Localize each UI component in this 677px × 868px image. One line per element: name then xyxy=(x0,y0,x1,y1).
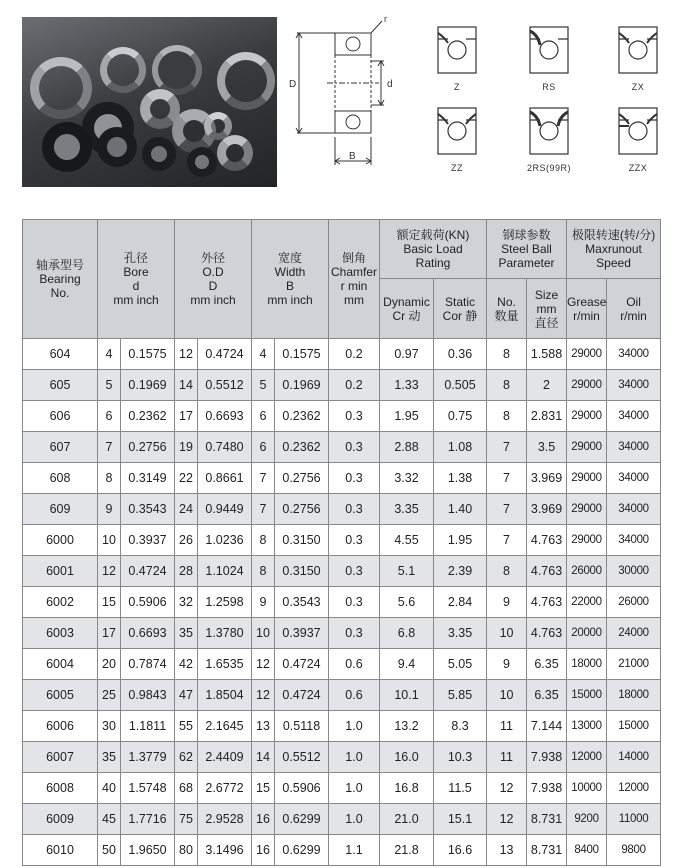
cell-width-mm: 16 xyxy=(252,835,275,866)
cell-bore-inch: 0.3937 xyxy=(121,525,175,556)
cell-ball-count: 12 xyxy=(487,804,527,835)
cell-ball-count: 12 xyxy=(487,773,527,804)
cell-static-load: 8.3 xyxy=(434,711,487,742)
table-row xyxy=(23,463,661,494)
cell-static-load: 3.35 xyxy=(434,618,487,649)
cell-oil-speed: 34000 xyxy=(607,370,661,401)
cell-bore-inch: 0.3149 xyxy=(121,463,175,494)
cell-od-mm: 26 xyxy=(175,525,198,556)
cell-dynamic-load: 16.0 xyxy=(380,742,434,773)
table-row xyxy=(23,711,661,742)
cell-od-mm: 75 xyxy=(175,804,198,835)
cell-od-mm: 28 xyxy=(175,556,198,587)
cell-width-mm: 5 xyxy=(252,370,275,401)
cell-chamfer: 0.6 xyxy=(329,680,380,711)
cell-bearing-no: 605 xyxy=(23,370,98,401)
table-row xyxy=(23,680,661,711)
diagram-label-r: r xyxy=(384,15,387,24)
cell-width-inch: 0.2362 xyxy=(275,401,329,432)
cell-bore-inch: 0.2362 xyxy=(121,401,175,432)
cell-width-inch: 0.2756 xyxy=(275,494,329,525)
table-row xyxy=(23,370,661,401)
cell-width-inch: 0.3543 xyxy=(275,587,329,618)
cell-chamfer: 1.1 xyxy=(329,835,380,866)
cell-bore-mm: 4 xyxy=(98,339,121,370)
table-row xyxy=(23,556,661,587)
cell-width-inch: 0.5512 xyxy=(275,742,329,773)
cell-bore-mm: 9 xyxy=(98,494,121,525)
bearing-spec-rows xyxy=(23,339,661,866)
cell-bearing-no: 604 xyxy=(23,339,98,370)
cell-ball-size: 4.763 xyxy=(527,618,567,649)
cell-ball-count: 11 xyxy=(487,711,527,742)
cell-dynamic-load: 2.88 xyxy=(380,432,434,463)
seal-type-rs: RS xyxy=(524,23,574,92)
cell-static-load: 16.6 xyxy=(434,835,487,866)
cell-grease-speed: 29000 xyxy=(567,432,607,463)
cell-dynamic-load: 1.33 xyxy=(380,370,434,401)
cell-width-mm: 6 xyxy=(252,432,275,463)
cell-ball-count: 9 xyxy=(487,649,527,680)
cell-bore-mm: 25 xyxy=(98,680,121,711)
cell-bearing-no: 6006 xyxy=(23,711,98,742)
cell-oil-speed: 11000 xyxy=(607,804,661,835)
cell-bore-mm: 50 xyxy=(98,835,121,866)
cell-ball-size: 2 xyxy=(527,370,567,401)
cell-od-inch: 1.6535 xyxy=(198,649,252,680)
cell-grease-speed: 29000 xyxy=(567,525,607,556)
seal-rs-icon xyxy=(526,23,572,79)
cell-width-inch: 0.3150 xyxy=(275,556,329,587)
cell-od-mm: 32 xyxy=(175,587,198,618)
cell-bearing-no: 6003 xyxy=(23,618,98,649)
cell-od-mm: 68 xyxy=(175,773,198,804)
cell-bearing-no: 607 xyxy=(23,432,98,463)
cell-static-load: 5.85 xyxy=(434,680,487,711)
cell-ball-count: 7 xyxy=(487,463,527,494)
cell-width-inch: 0.3937 xyxy=(275,618,329,649)
cell-od-inch: 2.9528 xyxy=(198,804,252,835)
cell-width-mm: 4 xyxy=(252,339,275,370)
cell-width-inch: 0.2756 xyxy=(275,463,329,494)
cell-bore-mm: 6 xyxy=(98,401,121,432)
table-row xyxy=(23,587,661,618)
header-ball-size: Size mm 直径 xyxy=(527,279,567,339)
cell-ball-size: 7.144 xyxy=(527,711,567,742)
cell-ball-count: 9 xyxy=(487,587,527,618)
diagram-label-d: d xyxy=(387,79,393,90)
cell-od-inch: 1.8504 xyxy=(198,680,252,711)
cell-ball-size: 2.831 xyxy=(527,401,567,432)
cell-ball-count: 11 xyxy=(487,742,527,773)
cell-static-load: 1.38 xyxy=(434,463,487,494)
cell-static-load: 0.505 xyxy=(434,370,487,401)
cell-static-load: 15.1 xyxy=(434,804,487,835)
cell-chamfer: 1.0 xyxy=(329,711,380,742)
cell-oil-speed: 15000 xyxy=(607,711,661,742)
cell-od-mm: 22 xyxy=(175,463,198,494)
cell-bore-mm: 15 xyxy=(98,587,121,618)
seal-zz-icon xyxy=(434,104,480,160)
table-row xyxy=(23,742,661,773)
cell-od-mm: 55 xyxy=(175,711,198,742)
cell-grease-speed: 29000 xyxy=(567,494,607,525)
header-outer-diameter: 外径 O.D D mm inch xyxy=(175,220,252,339)
cell-bore-mm: 7 xyxy=(98,432,121,463)
cell-dynamic-load: 21.8 xyxy=(380,835,434,866)
cell-oil-speed: 34000 xyxy=(607,463,661,494)
cell-static-load: 11.5 xyxy=(434,773,487,804)
header-max-speed: 极限转速(转/分) Maxrunout Speed xyxy=(567,220,661,279)
header-ball-count: No. 数量 xyxy=(487,279,527,339)
cell-ball-size: 7.938 xyxy=(527,773,567,804)
cell-width-inch: 0.2362 xyxy=(275,432,329,463)
cell-width-mm: 12 xyxy=(252,680,275,711)
cell-ball-size: 1.588 xyxy=(527,339,567,370)
cell-dynamic-load: 10.1 xyxy=(380,680,434,711)
cell-od-mm: 17 xyxy=(175,401,198,432)
cell-bore-inch: 0.6693 xyxy=(121,618,175,649)
cell-width-inch: 0.1575 xyxy=(275,339,329,370)
cell-width-mm: 6 xyxy=(252,401,275,432)
cell-bore-mm: 12 xyxy=(98,556,121,587)
cell-bore-mm: 40 xyxy=(98,773,121,804)
cell-ball-count: 13 xyxy=(487,835,527,866)
cell-ball-count: 8 xyxy=(487,339,527,370)
cell-bore-mm: 5 xyxy=(98,370,121,401)
cell-bearing-no: 606 xyxy=(23,401,98,432)
cell-bore-inch: 0.9843 xyxy=(121,680,175,711)
cell-bearing-no: 6008 xyxy=(23,773,98,804)
cell-bore-inch: 1.9650 xyxy=(121,835,175,866)
cell-od-inch: 2.1645 xyxy=(198,711,252,742)
cell-od-mm: 42 xyxy=(175,649,198,680)
cell-width-mm: 10 xyxy=(252,618,275,649)
cell-bore-mm: 8 xyxy=(98,463,121,494)
cell-od-inch: 2.4409 xyxy=(198,742,252,773)
cell-od-inch: 0.5512 xyxy=(198,370,252,401)
header-dynamic: Dynamic Cr 动 xyxy=(380,279,434,339)
cell-bearing-no: 6004 xyxy=(23,649,98,680)
cell-grease-speed: 15000 xyxy=(567,680,607,711)
header-static: Static Cor 静 xyxy=(434,279,487,339)
cell-ball-size: 8.731 xyxy=(527,804,567,835)
seal-type-zzx: ZZX xyxy=(613,104,663,173)
seal-type-zx: ZX xyxy=(613,23,663,92)
cell-od-mm: 47 xyxy=(175,680,198,711)
cell-grease-speed: 22000 xyxy=(567,587,607,618)
cell-bore-mm: 10 xyxy=(98,525,121,556)
cell-bearing-no: 609 xyxy=(23,494,98,525)
cell-width-inch: 0.4724 xyxy=(275,680,329,711)
cell-od-inch: 1.2598 xyxy=(198,587,252,618)
cell-chamfer: 0.3 xyxy=(329,494,380,525)
cell-grease-speed: 26000 xyxy=(567,556,607,587)
cell-od-inch: 2.6772 xyxy=(198,773,252,804)
cell-dynamic-load: 21.0 xyxy=(380,804,434,835)
cell-bearing-no: 6009 xyxy=(23,804,98,835)
cell-chamfer: 0.2 xyxy=(329,370,380,401)
cell-width-mm: 8 xyxy=(252,525,275,556)
cell-oil-speed: 9800 xyxy=(607,835,661,866)
table-row xyxy=(23,649,661,680)
cell-oil-speed: 21000 xyxy=(607,649,661,680)
cell-grease-speed: 8400 xyxy=(567,835,607,866)
cell-bearing-no: 6002 xyxy=(23,587,98,618)
cell-grease-speed: 29000 xyxy=(567,401,607,432)
cell-od-inch: 0.7480 xyxy=(198,432,252,463)
cell-dynamic-load: 3.35 xyxy=(380,494,434,525)
header-bore: 孔径 Bore d mm inch xyxy=(98,220,175,339)
cell-oil-speed: 30000 xyxy=(607,556,661,587)
diagram-label-D: D xyxy=(289,79,297,90)
cell-width-mm: 13 xyxy=(252,711,275,742)
cell-static-load: 2.39 xyxy=(434,556,487,587)
cell-width-mm: 7 xyxy=(252,494,275,525)
cell-od-mm: 35 xyxy=(175,618,198,649)
cell-bearing-no: 6005 xyxy=(23,680,98,711)
cell-static-load: 0.36 xyxy=(434,339,487,370)
cell-dynamic-load: 5.6 xyxy=(380,587,434,618)
cell-width-mm: 12 xyxy=(252,649,275,680)
cell-bore-inch: 0.7874 xyxy=(121,649,175,680)
cell-oil-speed: 34000 xyxy=(607,339,661,370)
cell-width-inch: 0.6299 xyxy=(275,804,329,835)
cell-grease-speed: 18000 xyxy=(567,649,607,680)
cell-oil-speed: 34000 xyxy=(607,401,661,432)
cell-static-load: 5.05 xyxy=(434,649,487,680)
header-chamfer: 倒角 Chamfer r min mm xyxy=(329,220,380,339)
cell-ball-size: 4.763 xyxy=(527,556,567,587)
cell-bore-inch: 0.3543 xyxy=(121,494,175,525)
cell-ball-count: 10 xyxy=(487,680,527,711)
cell-ball-count: 8 xyxy=(487,370,527,401)
cell-chamfer: 0.3 xyxy=(329,401,380,432)
cell-width-inch: 0.6299 xyxy=(275,835,329,866)
cell-ball-size: 3.969 xyxy=(527,494,567,525)
table-row xyxy=(23,494,661,525)
cell-chamfer: 1.0 xyxy=(329,773,380,804)
cell-od-inch: 1.0236 xyxy=(198,525,252,556)
cell-od-mm: 12 xyxy=(175,339,198,370)
cell-ball-count: 7 xyxy=(487,494,527,525)
cell-width-inch: 0.5118 xyxy=(275,711,329,742)
cell-ball-size: 4.763 xyxy=(527,587,567,618)
cell-oil-speed: 34000 xyxy=(607,432,661,463)
table-row xyxy=(23,339,661,370)
table-row xyxy=(23,525,661,556)
table-row xyxy=(23,618,661,649)
cell-width-inch: 0.3150 xyxy=(275,525,329,556)
cell-oil-speed: 24000 xyxy=(607,618,661,649)
cell-bore-inch: 1.5748 xyxy=(121,773,175,804)
table-row xyxy=(23,401,661,432)
cell-bearing-no: 6007 xyxy=(23,742,98,773)
header-steel-ball: 钢球参数 Steel Ball Parameter xyxy=(487,220,567,279)
cell-chamfer: 0.3 xyxy=(329,556,380,587)
diagram-label-B: B xyxy=(349,151,356,162)
cell-ball-size: 6.35 xyxy=(527,649,567,680)
cell-od-mm: 14 xyxy=(175,370,198,401)
cell-width-mm: 9 xyxy=(252,587,275,618)
cell-ball-size: 3.969 xyxy=(527,463,567,494)
cell-dynamic-load: 13.2 xyxy=(380,711,434,742)
cell-chamfer: 1.0 xyxy=(329,742,380,773)
cell-grease-speed: 29000 xyxy=(567,463,607,494)
cell-dynamic-load: 16.8 xyxy=(380,773,434,804)
cell-od-inch: 1.3780 xyxy=(198,618,252,649)
seal-type-zz: ZZ xyxy=(432,104,482,173)
cell-bore-inch: 0.1575 xyxy=(121,339,175,370)
cell-width-mm: 16 xyxy=(252,804,275,835)
cell-width-mm: 15 xyxy=(252,773,275,804)
seal-type-z: Z xyxy=(432,23,482,92)
cell-width-inch: 0.4724 xyxy=(275,649,329,680)
cell-od-inch: 3.1496 xyxy=(198,835,252,866)
cell-grease-speed: 29000 xyxy=(567,370,607,401)
cell-od-inch: 0.4724 xyxy=(198,339,252,370)
cell-grease-speed: 10000 xyxy=(567,773,607,804)
header-basic-load-rating: 额定载荷(KN) Basic Load Rating xyxy=(380,220,487,279)
cell-od-mm: 24 xyxy=(175,494,198,525)
cell-dynamic-load: 1.95 xyxy=(380,401,434,432)
cell-width-mm: 14 xyxy=(252,742,275,773)
cell-oil-speed: 12000 xyxy=(607,773,661,804)
cell-static-load: 0.75 xyxy=(434,401,487,432)
cell-dynamic-load: 0.97 xyxy=(380,339,434,370)
cell-bore-mm: 17 xyxy=(98,618,121,649)
cell-dynamic-load: 3.32 xyxy=(380,463,434,494)
cell-bearing-no: 6000 xyxy=(23,525,98,556)
cell-ball-count: 10 xyxy=(487,618,527,649)
cell-bore-inch: 0.5906 xyxy=(121,587,175,618)
cell-ball-count: 8 xyxy=(487,401,527,432)
cell-oil-speed: 34000 xyxy=(607,494,661,525)
cell-chamfer: 0.6 xyxy=(329,649,380,680)
cell-ball-count: 8 xyxy=(487,556,527,587)
cell-oil-speed: 26000 xyxy=(607,587,661,618)
cell-chamfer: 0.3 xyxy=(329,525,380,556)
cell-od-inch: 0.6693 xyxy=(198,401,252,432)
cell-oil-speed: 34000 xyxy=(607,525,661,556)
cell-static-load: 1.40 xyxy=(434,494,487,525)
cell-ball-count: 7 xyxy=(487,432,527,463)
cell-bore-mm: 35 xyxy=(98,742,121,773)
cell-bearing-no: 6010 xyxy=(23,835,98,866)
cell-chamfer: 1.0 xyxy=(329,804,380,835)
table-row xyxy=(23,835,661,866)
cell-bore-mm: 20 xyxy=(98,649,121,680)
cell-ball-count: 7 xyxy=(487,525,527,556)
table-row xyxy=(23,432,661,463)
cell-grease-speed: 12000 xyxy=(567,742,607,773)
cell-width-inch: 0.5906 xyxy=(275,773,329,804)
cell-chamfer: 0.3 xyxy=(329,463,380,494)
cell-ball-size: 4.763 xyxy=(527,525,567,556)
cell-static-load: 1.08 xyxy=(434,432,487,463)
cell-bore-mm: 45 xyxy=(98,804,121,835)
bearing-cross-section-diagram xyxy=(287,15,402,173)
bearing-product-photo xyxy=(22,17,277,187)
cell-bearing-no: 6001 xyxy=(23,556,98,587)
cell-grease-speed: 13000 xyxy=(567,711,607,742)
cell-od-mm: 80 xyxy=(175,835,198,866)
cell-od-mm: 62 xyxy=(175,742,198,773)
cell-ball-size: 6.35 xyxy=(527,680,567,711)
cell-od-inch: 0.8661 xyxy=(198,463,252,494)
cell-oil-speed: 18000 xyxy=(607,680,661,711)
cell-dynamic-load: 9.4 xyxy=(380,649,434,680)
table-row xyxy=(23,773,661,804)
cell-oil-speed: 14000 xyxy=(607,742,661,773)
cell-static-load: 10.3 xyxy=(434,742,487,773)
cell-chamfer: 0.3 xyxy=(329,432,380,463)
cell-bore-mm: 30 xyxy=(98,711,121,742)
seal-type-2rs: 2RS(99R) xyxy=(520,104,578,173)
cell-dynamic-load: 5.1 xyxy=(380,556,434,587)
cell-width-mm: 7 xyxy=(252,463,275,494)
cell-ball-size: 3.5 xyxy=(527,432,567,463)
seal-2rs-icon xyxy=(526,104,572,160)
seal-zx-icon xyxy=(615,23,661,79)
seal-zzx-icon xyxy=(615,104,661,160)
cell-bore-inch: 0.4724 xyxy=(121,556,175,587)
cell-width-mm: 8 xyxy=(252,556,275,587)
cell-static-load: 2.84 xyxy=(434,587,487,618)
cell-bore-inch: 0.1969 xyxy=(121,370,175,401)
seal-z-icon xyxy=(434,23,480,79)
cell-chamfer: 0.2 xyxy=(329,339,380,370)
cell-static-load: 1.95 xyxy=(434,525,487,556)
cell-grease-speed: 9200 xyxy=(567,804,607,835)
cell-bore-inch: 1.7716 xyxy=(121,804,175,835)
cell-chamfer: 0.3 xyxy=(329,587,380,618)
cell-bearing-no: 608 xyxy=(23,463,98,494)
header-grease: Grease r/min xyxy=(567,279,607,339)
cell-grease-speed: 20000 xyxy=(567,618,607,649)
cell-dynamic-load: 4.55 xyxy=(380,525,434,556)
header-oil: Oil r/min xyxy=(607,279,661,339)
cell-chamfer: 0.3 xyxy=(329,618,380,649)
cell-ball-size: 8.731 xyxy=(527,835,567,866)
table-row xyxy=(23,804,661,835)
bearing-spec-table xyxy=(22,219,661,866)
cell-bore-inch: 1.1811 xyxy=(121,711,175,742)
cell-grease-speed: 29000 xyxy=(567,339,607,370)
cell-width-inch: 0.1969 xyxy=(275,370,329,401)
header-width: 宽度 Width B mm inch xyxy=(252,220,329,339)
cell-od-inch: 1.1024 xyxy=(198,556,252,587)
cell-dynamic-load: 6.8 xyxy=(380,618,434,649)
cell-bore-inch: 1.3779 xyxy=(121,742,175,773)
cell-od-mm: 19 xyxy=(175,432,198,463)
header-bearing-no: 轴承型号 Bearing No. xyxy=(23,220,98,339)
cell-ball-size: 7.938 xyxy=(527,742,567,773)
cell-bore-inch: 0.2756 xyxy=(121,432,175,463)
cell-od-inch: 0.9449 xyxy=(198,494,252,525)
